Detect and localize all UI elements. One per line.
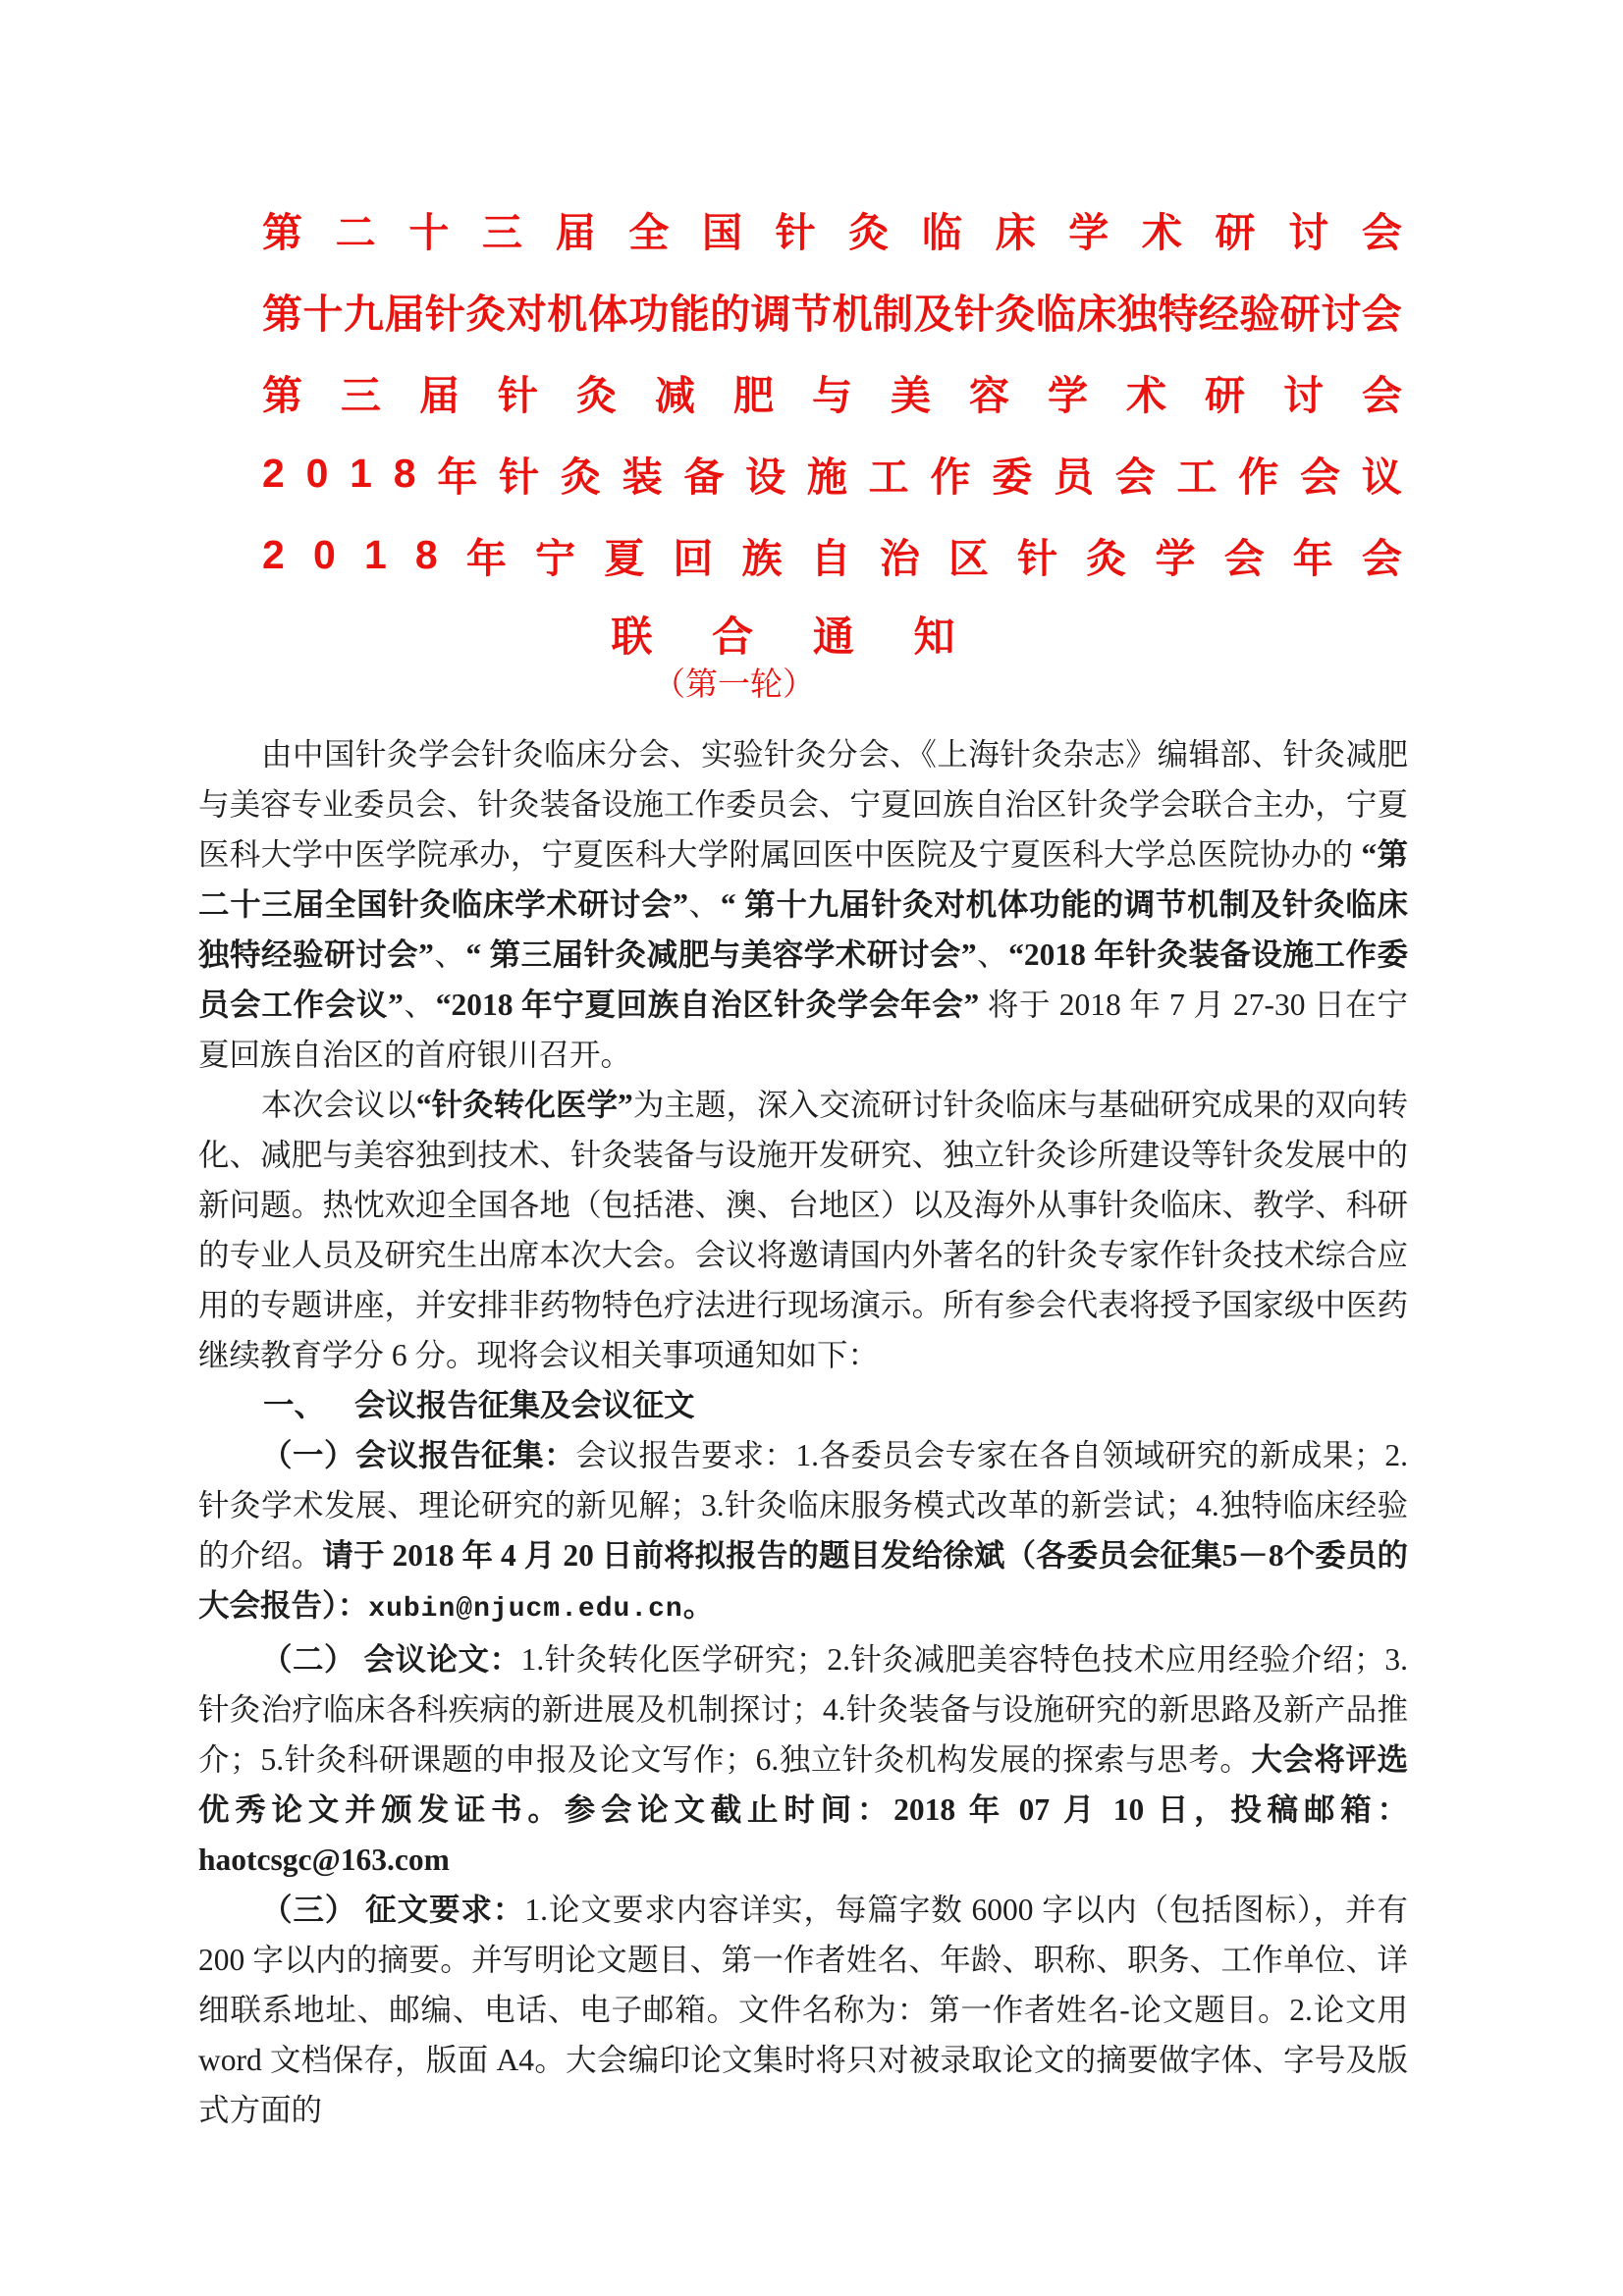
- title-line-ningxia-annual: 2 0 1 8 年 宁 夏 回 族 自 治 区 针 灸 学 会 年 会: [262, 532, 1402, 581]
- item-report-collection: （一）会议报告征集：会议报告要求：1.各委员会专家在各自领域研究的新成果；2.针灸学术发展、理论研究的新见解；3.针灸临床服务模式改革的新尝试；4.独特临床经验的介绍。请于 2018 年 4 月 20 日前将拟报告的题目发给徐斌（各委员会征集5－8个委员的大会报告）：xubin@njucm.edu.cn。: [198, 1438, 1408, 1625]
- paragraph-theme: 本次会议以“针灸转化医学”为主题，深入交流研讨针灸临床与基础研究成果的双向转化、减肥与美容独到技术、针灸装备与设施开发研究、独立针灸诊所建设等针灸发展中的新问题。热忱欢迎全国各地（包括港、澳、台地区）以及海外从事针灸临床、教学、科研的专业人员及研究生出席本次大会。会议将邀请国内外著名的针灸专家作针灸技术综合应用的专题讲座，并安排非药物特色疗法进行现场演示。所有参会代表将授予国家级中医药继续教育学分 6 分。现将会议相关事项通知如下：: [198, 1088, 1408, 1372]
- paragraph-organizers: 由中国针灸学会针灸临床分会、实验针灸分会、《上海针灸杂志》编辑部、针灸减肥与美容专业委员会、针灸装备设施工作委员会、宁夏回族自治区针灸学会联合主办，宁夏医科大学中医学院承办，宁夏医科大学附属回医中医院及宁夏医科大学总医院协办的 “第二十三届全国针灸临床学术研讨会”、“ 第十九届针灸对机体功能的调节机制及针灸临床独特经验研讨会”、“ 第三届针灸减肥与美容学术研讨会”、“2018 年针灸装备设施工作委员会工作会议”、“2018 年宁夏回族自治区针灸学会年会” 将于 2018 年 7 月 27-30 日在宁夏回族自治区的首府银川召开。: [198, 737, 1408, 1072]
- joint-notice-title: 联 合 通 知: [611, 614, 955, 660]
- item-conference-papers: （二） 会议论文：1.针灸转化医学研究；2.针灸减肥美容特色技术应用经验介绍；3.针灸治疗临床各科疾病的新进展及机制探讨；4.针灸装备与设施研究的新思路及新产品推介；5.针灸科研课题的申报及论文写作；6.独立针灸机构发展的探索与思考。大会将评选优秀论文并颁发证书。参会论文截止时间：2018 年 07 月 10 日，投稿邮箱：haotcsgc@163.com: [198, 1642, 1408, 1877]
- document-body: [198, 729, 1408, 2135]
- title-line-congress-3: 第 三 届 针 灸 减 肥 与 美 容 学 术 研 讨 会: [262, 373, 1402, 418]
- section-1-heading: [198, 1380, 1408, 1430]
- title-line-congress-23: 第 二 十 三 届 全 国 针 灸 临 床 学 术 研 讨 会: [262, 210, 1402, 255]
- section-1-title: 会议报告征集及会议征文: [354, 1388, 695, 1422]
- title-line-congress-19: 第 十 九 届 针 灸 对 机 体 功 能 的 调 节 机 制 及 针 灸 临 床 独 特 经 验 研 讨 会: [262, 292, 1402, 337]
- section-1-number: 一、: [263, 1388, 326, 1422]
- title-block: [262, 188, 1402, 708]
- round-label: （第一轮）: [653, 667, 815, 703]
- title-line-committee-meeting: 2 0 1 8 年 针 灸 装 备 设 施 工 作 委 员 会 工 作 会 议: [262, 451, 1402, 500]
- item-submission-requirements: （三） 征文要求：1.论文要求内容详实，每篇字数 6000 字以内（包括图标），并有 200 字以内的摘要。并写明论文题目、第一作者姓名、年龄、职称、职务、工作单位、详细联系地址、邮编、电话、电子邮箱。文件名称为：第一作者姓名-论文题目。2.论文用 word 文档保存，版面 A4。大会编印论文集时将只对被录取论文的摘要做字体、字号及版式方面的: [198, 1893, 1408, 2127]
